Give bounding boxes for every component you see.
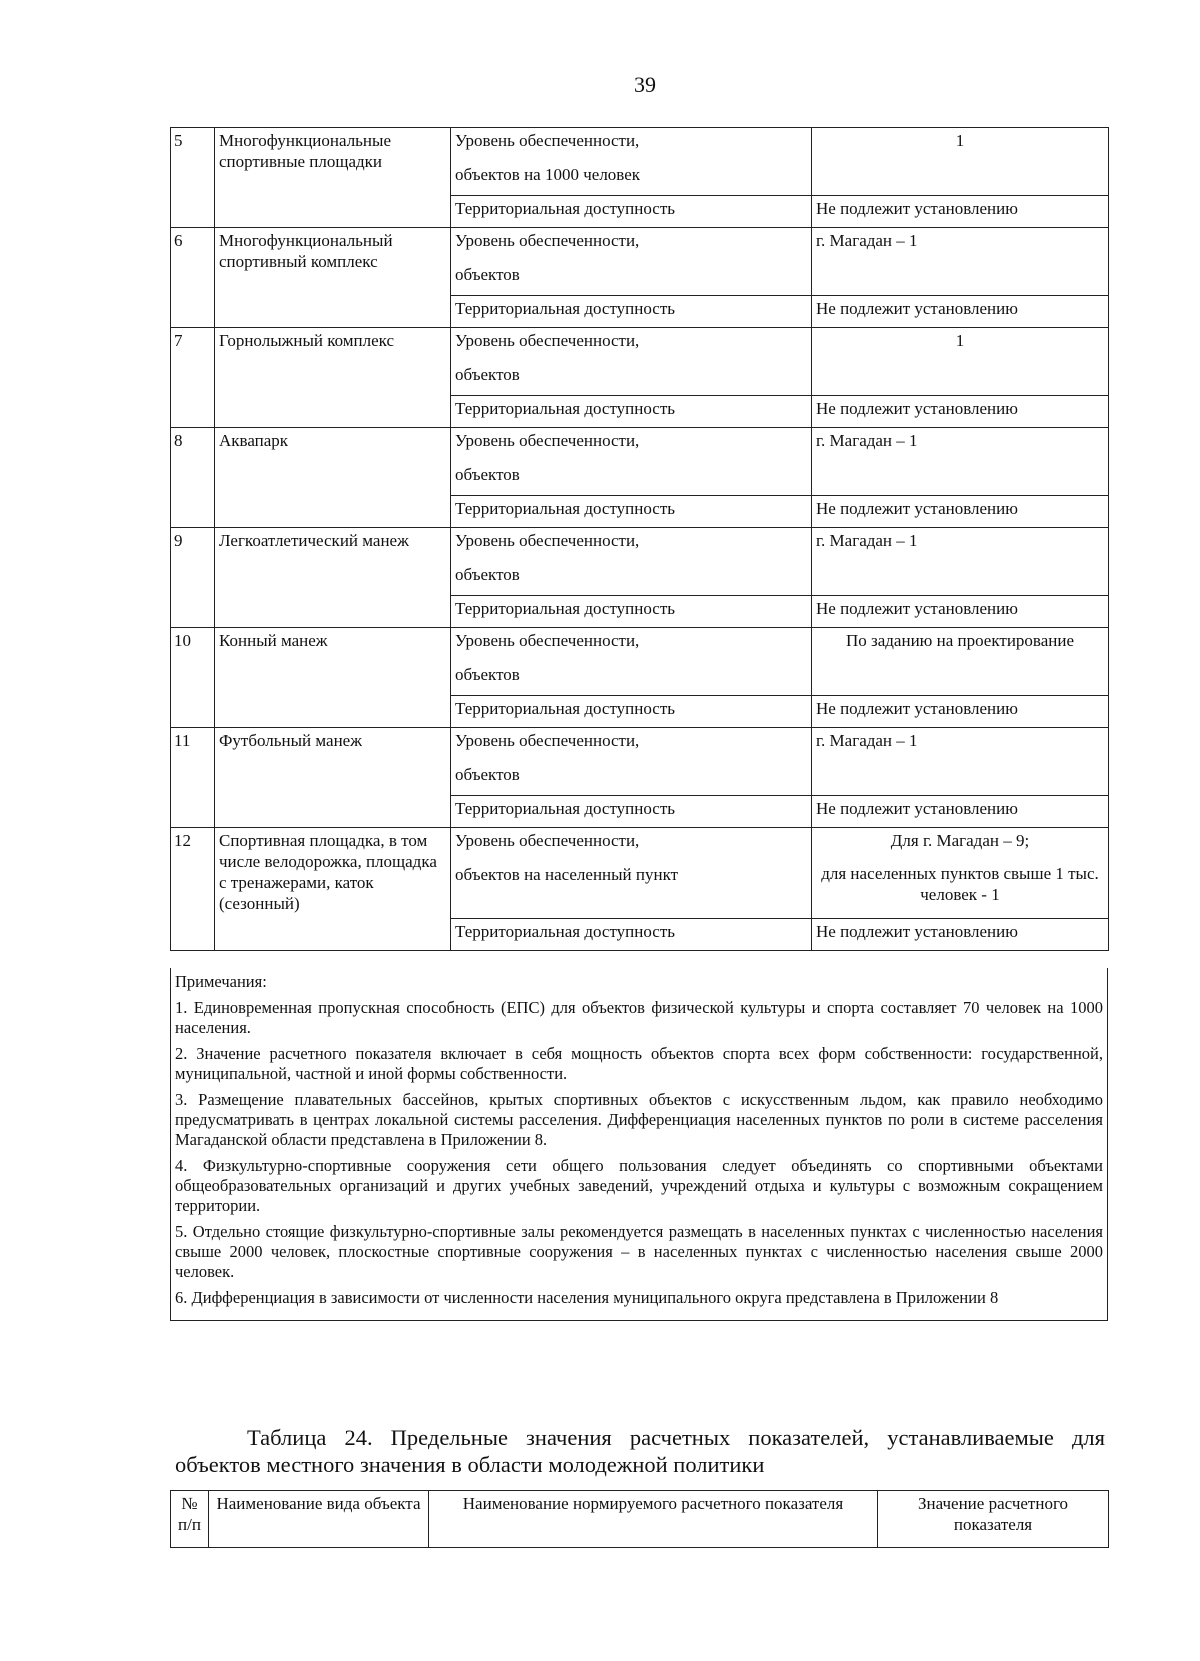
- indicator-line-1: Уровень обеспеченности,: [455, 831, 640, 850]
- value-text: По заданию на проектирование: [845, 631, 1075, 650]
- access-label: Территориальная доступность: [451, 196, 812, 228]
- object-name: Многофункциональный спортивный комплекс: [215, 228, 451, 328]
- row-number: 7: [171, 328, 215, 428]
- indicator-line-2: объектов: [455, 265, 520, 284]
- table-row: [171, 328, 1109, 396]
- note-item: 5. Отдельно стоящие физкультурно-спортивные залы рекомендуется размещать в населенных пунктах с численностью населения свыше 2000 человек, плоскостные спортивные сооружения – в населенных пунктах с численностью населения свыше 2000 человек.: [175, 1222, 1103, 1281]
- notes-header: Примечания:: [175, 972, 267, 991]
- value-extra-text: для населенных пунктов свыше 1 тыс. человек - 1: [821, 864, 1099, 904]
- object-name: Футбольный манеж: [215, 728, 451, 828]
- object-name: Конный манеж: [215, 628, 451, 728]
- table-row: [171, 428, 1109, 496]
- indicator-line-2: объектов на 1000 человек: [455, 165, 641, 184]
- row-number: 9: [171, 528, 215, 628]
- value-text: 1: [955, 331, 965, 350]
- indicator-line-2: объектов на населенный пункт: [455, 865, 679, 884]
- sports-standards-table: [170, 127, 1109, 951]
- indicator-line-2: объектов: [455, 765, 520, 784]
- note-item: 1. Единовременная пропускная способность (ЕПС) для объектов физической культуры и спорта составляет 70 человек на 1000 населения.: [175, 998, 1103, 1037]
- indicator-line-1: Уровень обеспеченности,: [455, 231, 640, 250]
- indicator-line-1: Уровень обеспеченности,: [455, 531, 640, 550]
- access-label: Территориальная доступность: [451, 919, 812, 951]
- indicator-name: [451, 628, 812, 696]
- note-item: 3. Размещение плавательных бассейнов, крытых спортивных объектов с искусственным льдом, как правило необходимо предусматривать в центрах локальной системы расселения. Дифференциация населенных пунктов по роли в системе расселения Магаданской области представлена в Приложении 8.: [175, 1090, 1103, 1149]
- row-number: 8: [171, 428, 215, 528]
- row-number: 6: [171, 228, 215, 328]
- indicator-value: [812, 128, 1109, 196]
- table-row: [171, 828, 1109, 919]
- page-number: 39: [634, 72, 656, 97]
- header-num: № п/п: [171, 1491, 209, 1548]
- note-item: 2. Значение расчетного показателя включает в себя мощность объектов спорта всех форм собственности: государственной, муниципальной, частной и иной формы собственности.: [175, 1044, 1103, 1083]
- table-row: [171, 528, 1109, 596]
- access-label: Территориальная доступность: [451, 696, 812, 728]
- indicator-name: [451, 328, 812, 396]
- note-item: 4. Физкультурно-спортивные сооружения сети общего пользования следует объединять со спортивными объектами общеобразовательных организаций и других учебных заведений, учреждений отдыха и культуры с возможным сокращением территории.: [175, 1156, 1103, 1215]
- indicator-line-2: объектов: [455, 465, 520, 484]
- value-text: г. Магадан – 1: [816, 231, 918, 250]
- object-name: Горнолыжный комплекс: [215, 328, 451, 428]
- indicator-name: [451, 228, 812, 296]
- header-indicator-name: Наименование нормируемого расчетного показателя: [429, 1491, 878, 1548]
- access-value: Не подлежит установлению: [812, 696, 1109, 728]
- indicator-line-2: объектов: [455, 365, 520, 384]
- note-item: 6. Дифференциация в зависимости от численности населения муниципального округа представлена в Приложении 8: [175, 1288, 999, 1307]
- object-name: Легкоатлетический манеж: [215, 528, 451, 628]
- table-row: [171, 228, 1109, 296]
- access-label: Территориальная доступность: [451, 496, 812, 528]
- indicator-value: [812, 628, 1109, 696]
- object-name: Аквапарк: [215, 428, 451, 528]
- object-name: Многофункциональные спортивные площадки: [215, 128, 451, 228]
- notes-section: [170, 968, 1108, 1321]
- indicator-value: [812, 228, 1109, 296]
- indicator-line-1: Уровень обеспеченности,: [455, 131, 640, 150]
- access-value: Не подлежит установлению: [812, 496, 1109, 528]
- access-value: Не подлежит установлению: [812, 596, 1109, 628]
- indicator-line-1: Уровень обеспеченности,: [455, 431, 640, 450]
- row-number: 10: [171, 628, 215, 728]
- header-indicator-value: Значение расчетного показателя: [878, 1491, 1109, 1548]
- caption-line-1: Таблица 24. Предельные значения расчетных показателей, устанавливаемые для: [247, 1425, 1105, 1450]
- table-24-caption: [175, 1424, 1105, 1478]
- indicator-value: [812, 828, 1109, 919]
- row-number: 12: [171, 828, 215, 951]
- indicator-value: [812, 728, 1109, 796]
- indicator-line-1: Уровень обеспеченности,: [455, 331, 640, 350]
- caption-line-2: объектов местного значения в области молодежной политики: [175, 1452, 765, 1477]
- access-value: Не подлежит установлению: [812, 796, 1109, 828]
- value-text: г. Магадан – 1: [816, 731, 918, 750]
- indicator-value: [812, 328, 1109, 396]
- indicator-line-1: Уровень обеспеченности,: [455, 731, 640, 750]
- access-value: Не подлежит установлению: [812, 396, 1109, 428]
- table-row: [171, 128, 1109, 196]
- table-row: [171, 728, 1109, 796]
- indicator-value: [812, 528, 1109, 596]
- value-text: г. Магадан – 1: [816, 431, 918, 450]
- indicator-name: [451, 828, 812, 919]
- indicator-line-1: Уровень обеспеченности,: [455, 631, 640, 650]
- row-number: 11: [171, 728, 215, 828]
- indicator-value: [812, 428, 1109, 496]
- access-label: Территориальная доступность: [451, 296, 812, 328]
- header-object-name: Наименование вида объекта: [209, 1491, 429, 1548]
- access-label: Территориальная доступность: [451, 796, 812, 828]
- indicator-name: [451, 428, 812, 496]
- access-value: Не подлежит установлению: [812, 196, 1109, 228]
- access-value: Не подлежит установлению: [812, 919, 1109, 951]
- indicator-name: [451, 728, 812, 796]
- object-name: Спортивная площадка, в том числе велодорожка, площадка с тренажерами, каток (сезонный): [215, 828, 451, 951]
- access-label: Территориальная доступность: [451, 596, 812, 628]
- value-text: 1: [955, 131, 965, 150]
- access-value: Не подлежит установлению: [812, 296, 1109, 328]
- row-number: 5: [171, 128, 215, 228]
- indicator-name: [451, 128, 812, 196]
- access-label: Территориальная доступность: [451, 396, 812, 428]
- value-text: г. Магадан – 1: [816, 531, 918, 550]
- indicator-line-2: объектов: [455, 665, 520, 684]
- youth-policy-table: [170, 1490, 1109, 1548]
- value-text: Для г. Магадан – 9;: [890, 831, 1030, 850]
- table-row: [171, 628, 1109, 696]
- indicator-line-2: объектов: [455, 565, 520, 584]
- indicator-name: [451, 528, 812, 596]
